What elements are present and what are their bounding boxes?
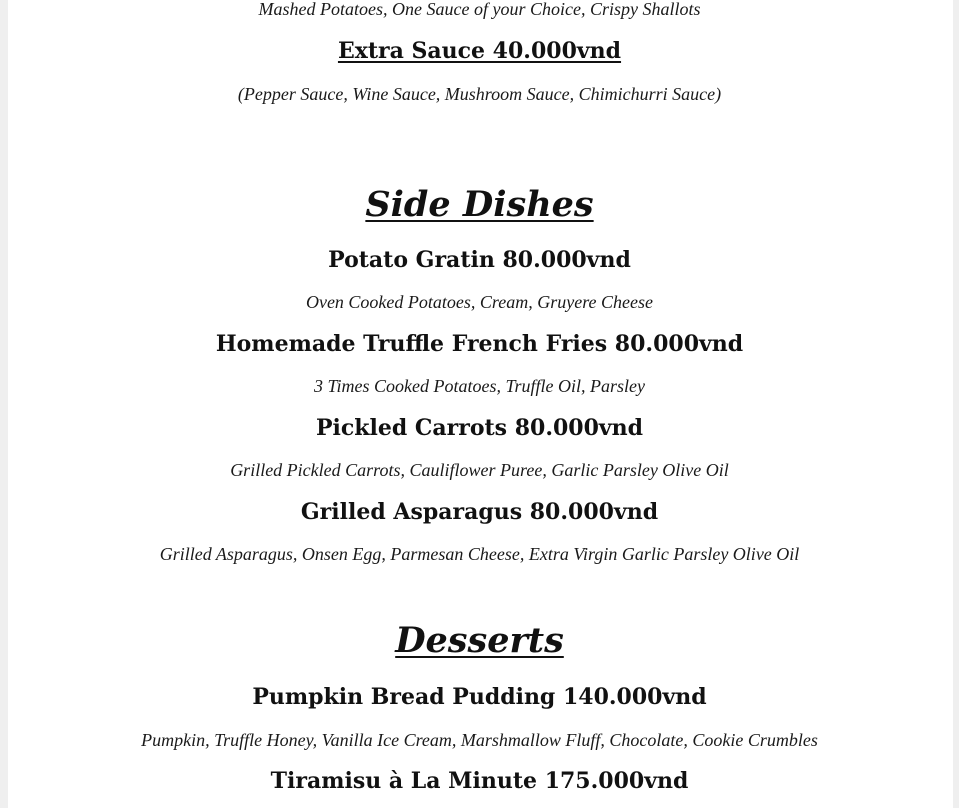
menu-item-name: Pumpkin Bread Pudding 140.000vnd [252, 684, 707, 710]
extra-sauce-options: (Pepper Sauce, Wine Sauce, Mushroom Sauce, Chimichurri Sauce) [237, 84, 722, 104]
previous-item-description: Mashed Potatoes, One Sauce of your Choice, Crispy Shallots [258, 0, 701, 19]
menu-item-name: Homemade Truffle French Fries 80.000vnd [215, 331, 744, 357]
menu-item-description: Grilled Pickled Carrots, Cauliflower Puree, Garlic Parsley Olive Oil [230, 460, 729, 480]
menu-item-description: Oven Cooked Potatoes, Cream, Gruyere Cheese [305, 292, 654, 312]
section-title-desserts: Desserts [395, 620, 564, 661]
menu-item-description: Grilled Asparagus, Onsen Egg, Parmesan Cheese, Extra Virgin Garlic Parsley Olive Oil [159, 544, 800, 564]
menu-item-name: Grilled Asparagus 80.000vnd [300, 499, 659, 525]
menu-item-name: Pickled Carrots 80.000vnd [315, 415, 644, 441]
menu-item-name: Potato Gratin 80.000vnd [328, 247, 631, 273]
menu-item-description: Pumpkin, Truffle Honey, Vanilla Ice Cream, Marshmallow Fluff, Chocolate, Cookie Crumbles [141, 730, 818, 750]
menu-item-description: 3 Times Cooked Potatoes, Truffle Oil, Parsley [314, 376, 645, 396]
section-title-side-dishes: Side Dishes [365, 184, 594, 225]
extra-sauce-item: Extra Sauce 40.000vnd [337, 38, 622, 64]
menu-item-name: Tiramisu à La Minute 175.000vnd [270, 768, 689, 794]
